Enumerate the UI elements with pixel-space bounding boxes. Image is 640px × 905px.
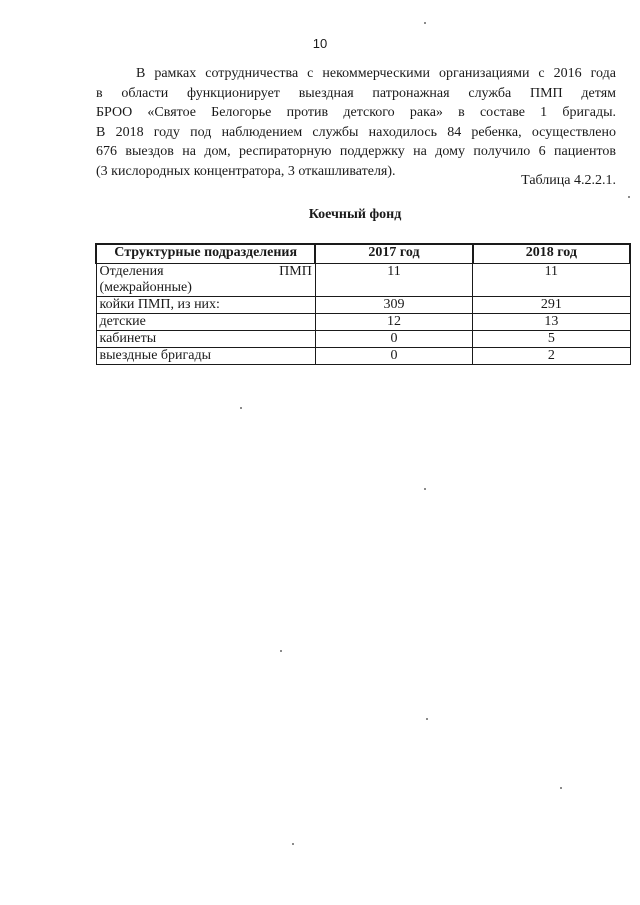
table-number: Таблица 4.2.2.1.: [521, 173, 616, 188]
scan-speck: [424, 488, 426, 490]
cell-2018: 291: [473, 297, 630, 314]
table-header-row: [96, 244, 630, 264]
paragraph-line: (3 кислородных концентратора, 3 откашливателя).: [96, 163, 396, 179]
paragraph-line: В рамках сотрудничества с некоммерческими организациями с 2016 года: [136, 66, 616, 81]
table-row: [96, 264, 630, 297]
table-row: [96, 348, 630, 365]
row-label-left: Отделения: [99, 264, 164, 279]
row-label: койки ПМП, из них:: [96, 297, 315, 314]
cell-2017: 309: [315, 297, 472, 314]
column-header-units: Структурные подразделения: [96, 244, 315, 264]
row-label-second-line: (межрайонные): [99, 280, 192, 295]
table-row: [96, 331, 630, 348]
row-label: выездные бригады: [96, 348, 315, 365]
paragraph-line: БРОО «Святое Белогорье против детского рака» в составе 1 бригады.: [96, 105, 616, 120]
page-number: 10: [312, 36, 328, 51]
bed-capacity-table: [95, 243, 631, 365]
paragraph-line: в области функционирует выездная патронажная служба ПМП детям: [96, 85, 616, 101]
scan-speck: [292, 843, 294, 845]
table-row: [96, 314, 630, 331]
scan-speck: [628, 196, 630, 198]
column-header-2017: 2017 год: [315, 244, 472, 264]
column-header-2018: 2018 год: [473, 244, 630, 264]
scan-speck: [426, 718, 428, 720]
body-paragraph: [96, 64, 616, 181]
table-row: [96, 297, 630, 314]
scan-speck: [280, 650, 282, 652]
cell-2017: 12: [315, 314, 472, 331]
cell-2017: 11: [315, 264, 472, 297]
table-title: Коечный фонд: [308, 207, 402, 222]
scan-speck: [240, 407, 242, 409]
row-label: кабинеты: [96, 331, 315, 348]
paragraph-line: 676 выездов на дом, респираторную поддержку на дому получило 6 пациентов: [96, 144, 616, 159]
cell-2017: 0: [315, 348, 472, 365]
scan-speck: [560, 787, 562, 789]
cell-2018: 13: [473, 314, 630, 331]
cell-2018: 5: [473, 331, 630, 348]
cell-2018: 2: [473, 348, 630, 365]
cell-2017: 0: [315, 331, 472, 348]
row-label-right: ПМП: [279, 264, 312, 279]
row-label: [96, 264, 315, 297]
row-label: детские: [96, 314, 315, 331]
paragraph-line: В 2018 году под наблюдением службы находилось 84 ребенка, осуществлено: [96, 124, 616, 140]
cell-2018: 11: [473, 264, 630, 297]
scan-speck: [424, 22, 426, 24]
